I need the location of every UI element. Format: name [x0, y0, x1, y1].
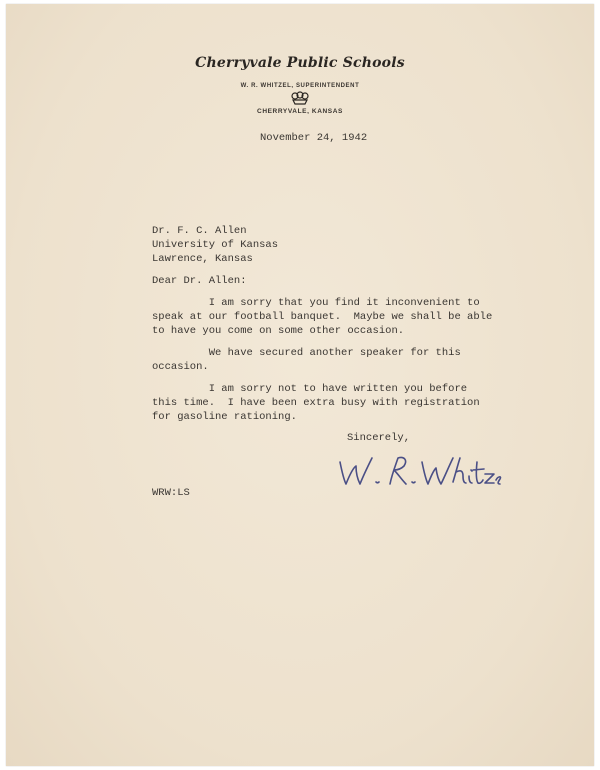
paragraph-1-line-1: I am sorry that you find it inconvenient to	[152, 297, 480, 309]
letterhead-city: CHERRYVALE, KANSAS	[257, 108, 343, 115]
paragraph-2-line-1: We have secured another speaker for this	[152, 347, 461, 359]
typist-initials: WRW:LS	[152, 487, 190, 499]
letterhead-superintendent: W. R. WHITZEL, SUPERINTENDENT	[240, 83, 360, 89]
salutation: Dear Dr. Allen:	[152, 275, 247, 287]
crown-emblem-icon	[288, 91, 312, 105]
letterhead-school-name: Cherryvale Public Schools	[195, 55, 405, 71]
paragraph-3-line-1: I am sorry not to have written you before	[152, 383, 468, 395]
paragraph-2-line-2: occasion.	[152, 361, 209, 373]
paragraph-1-line-3: to have you come on some other occasion.	[152, 325, 405, 337]
recipient-line-2: University of Kansas	[152, 239, 279, 251]
paragraph-1-line-2: speak at our football banquet. Maybe we shall be able	[152, 311, 493, 323]
letter-date: November 24, 1942	[260, 132, 368, 144]
handwritten-signature	[332, 448, 502, 496]
recipient-line-3: Lawrence, Kansas	[152, 253, 253, 265]
recipient-line-1: Dr. F. C. Allen	[152, 225, 247, 237]
paragraph-3-line-2: this time. I have been extra busy with registration	[152, 397, 480, 409]
paragraph-3-line-3: for gasoline rationing.	[152, 411, 297, 423]
closing: Sincerely,	[347, 432, 411, 444]
